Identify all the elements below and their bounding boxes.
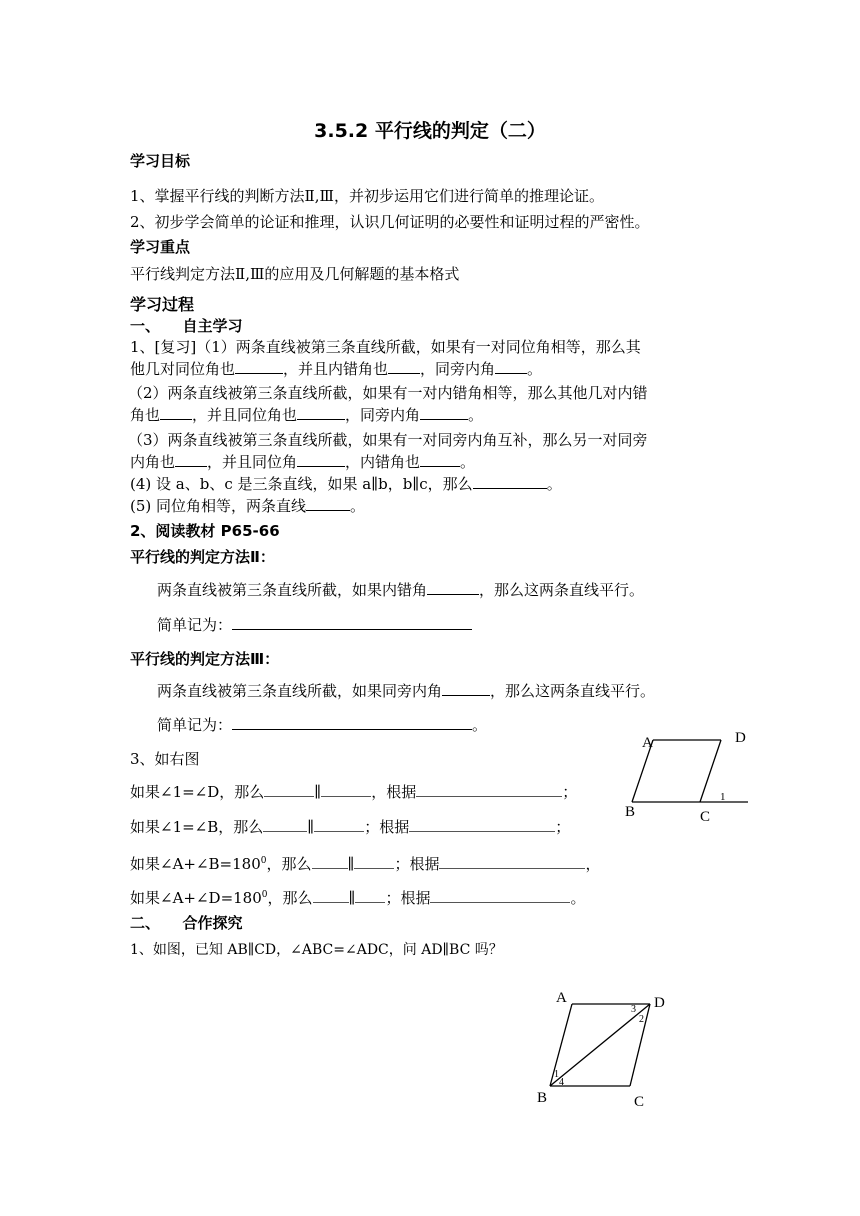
review-text-3: ，同旁内角 — [420, 360, 496, 378]
method2-text: 两条直线被第三条直线所截，如果内错角 — [157, 581, 428, 599]
focus-text: 平行线判定方法Ⅱ,Ⅲ的应用及几何解题的基本格式 — [130, 265, 460, 283]
q4-end: 。 — [546, 475, 562, 493]
figure-label: 3 — [631, 1004, 636, 1015]
answer-blank[interactable] — [442, 681, 490, 696]
figure-label: 1 — [554, 1069, 559, 1080]
part2-heading: 二、 合作探究 — [130, 914, 243, 932]
answer-blank[interactable] — [232, 615, 472, 630]
review-text-2: ，并且内错角也 — [283, 360, 389, 378]
figure-line-dc — [700, 740, 721, 802]
ex3-heading: 3、如右图 — [130, 750, 200, 768]
ex3-l1-reason: ，根据 — [371, 783, 417, 801]
answer-blank[interactable] — [175, 452, 207, 467]
answer-blank[interactable] — [420, 405, 468, 420]
q2-text-1: 角也 — [130, 406, 161, 424]
figure-parallelogram-1 — [620, 722, 760, 832]
answer-blank[interactable] — [160, 405, 192, 420]
degree-superscript: 0 — [261, 890, 268, 900]
figure-label: D — [735, 730, 746, 746]
figure-label: A — [556, 990, 567, 1006]
review-text-1: 他几对同位角也 — [130, 360, 236, 378]
answer-blank[interactable] — [388, 359, 420, 374]
q2-line-a: （2）两条直线被第三条直线所截，如果有一对内错角相等，那么其他几对内错 — [128, 384, 648, 402]
method3-heading: 平行线的判定方法Ⅲ： — [130, 650, 280, 668]
goal-2: 2、初步学会简单的论证和推理，认识几何证明的必要性和证明过程的严密性。 — [130, 213, 650, 231]
parallel-symbol: ∥ — [348, 889, 356, 907]
answer-blank[interactable] — [263, 817, 307, 832]
answer-blank[interactable] — [420, 452, 460, 467]
ex3-l3-then: ，那么 — [266, 855, 312, 873]
method3-end: ，那么这两条直线平行。 — [490, 682, 656, 700]
ex3-l4-then: ，那么 — [267, 889, 313, 907]
q2-text-3: ，同旁内角 — [345, 406, 421, 424]
method2-line — [157, 580, 644, 600]
ex3-l3-reason: ；根据 — [394, 855, 440, 873]
method2-heading: 平行线的判定方法Ⅱ： — [130, 548, 275, 566]
read-heading: 2、阅读教材 P65-66 — [130, 522, 280, 540]
figure-parallelogram-2 — [530, 982, 680, 1114]
ex3-l2-reason: ；根据 — [364, 818, 410, 836]
q3-line-b — [130, 452, 475, 472]
answer-blank[interactable] — [313, 888, 349, 903]
goal-1: 1、掌握平行线的判断方法Ⅱ,Ⅲ，并初步运用它们进行简单的推理论证。 — [130, 187, 604, 205]
q3-text-4: 。 — [460, 453, 476, 471]
degree-superscript: 0 — [260, 856, 267, 866]
goals-heading: 学习目标 — [130, 152, 191, 170]
answer-blank[interactable] — [321, 782, 371, 797]
answer-blank[interactable] — [439, 854, 585, 869]
ex3-l4-text: 如果∠A+∠D=180 — [130, 889, 262, 907]
ex3-line-2 — [130, 817, 570, 837]
ex3-l3-end: ， — [585, 855, 601, 873]
answer-blank[interactable] — [354, 854, 394, 869]
method2-end: ，那么这两条直线平行。 — [479, 581, 645, 599]
ex3-l4-reason: ；根据 — [385, 889, 431, 907]
answer-blank[interactable] — [314, 817, 364, 832]
process-heading: 学习过程 — [130, 295, 195, 314]
answer-blank[interactable] — [264, 782, 314, 797]
review-line-b — [130, 359, 542, 379]
method3-record-label: 简单记为： — [157, 716, 233, 734]
answer-blank[interactable] — [430, 888, 570, 903]
ex3-l2-end: ； — [555, 818, 571, 836]
ex3-line-3 — [130, 851, 600, 874]
q3-text-1: 内角也 — [130, 453, 176, 471]
answer-blank[interactable] — [232, 715, 472, 730]
answer-blank[interactable] — [312, 854, 348, 869]
method2-record-label: 简单记为： — [157, 616, 233, 634]
coop-question-1: 1、如图，已知 AB∥CD，∠ABC=∠ADC，问 AD∥BC 吗？ — [130, 942, 503, 958]
q5-text: (5) 同位角相等，两条直线 — [130, 497, 307, 515]
answer-blank[interactable] — [495, 359, 527, 374]
figure-label: B — [537, 1090, 548, 1106]
q3-text-3: ，内错角也 — [345, 453, 421, 471]
answer-blank[interactable] — [427, 580, 479, 595]
q3-text-2: ，并且同位角 — [207, 453, 298, 471]
q4-line — [130, 474, 562, 494]
review-line-a: 1、[复习]（1）两条直线被第三条直线所截，如果有一对同位角相等，那么其 — [130, 338, 641, 356]
parallel-symbol: ∥ — [347, 855, 355, 873]
method3-record-end: 。 — [472, 716, 488, 734]
ex3-line-1 — [130, 782, 577, 802]
ex3-line-4 — [130, 885, 585, 908]
q3-line-a: （3）两条直线被第三条直线所截，如果有一对同旁内角互补，那么另一对同旁 — [128, 431, 648, 449]
ex3-l1-end: ； — [562, 783, 578, 801]
part1-heading: 一、 自主学习 — [130, 317, 243, 335]
parallel-symbol: ∥ — [314, 783, 322, 801]
ex3-l4-end: 。 — [570, 889, 586, 907]
answer-blank[interactable] — [409, 817, 555, 832]
method3-line — [157, 681, 655, 701]
figure-label: 4 — [559, 1077, 564, 1088]
figure-label: D — [654, 995, 665, 1011]
figure-label: 1 — [720, 791, 726, 803]
figure-label: C — [634, 1094, 645, 1110]
method3-record-line — [157, 715, 487, 735]
ex3-l2-text: 如果∠1=∠B，那么 — [130, 818, 264, 836]
method2-record-line — [157, 615, 472, 635]
figure-label: 2 — [639, 1014, 644, 1025]
review-text-4: 。 — [527, 360, 543, 378]
figure-label: C — [700, 809, 711, 825]
q2-line-b — [130, 405, 483, 425]
page-title: 3.5.2 平行线的判定（二） — [314, 120, 546, 142]
method3-text: 两条直线被第三条直线所截，如果同旁内角 — [157, 682, 443, 700]
figure-diagonal-bd — [550, 1004, 650, 1086]
answer-blank[interactable] — [297, 452, 345, 467]
parallel-symbol: ∥ — [307, 818, 315, 836]
focus-heading: 学习重点 — [130, 238, 191, 256]
figure-label: A — [642, 735, 653, 751]
q2-text-2: ，并且同位角也 — [192, 406, 298, 424]
answer-blank[interactable] — [355, 888, 385, 903]
answer-blank[interactable] — [416, 782, 562, 797]
ex3-l3-text: 如果∠A+∠B=180 — [130, 855, 261, 873]
q2-text-4: 。 — [468, 406, 484, 424]
ex3-l1-text: 如果∠1=∠D，那么 — [130, 783, 265, 801]
figure-label: B — [625, 804, 636, 820]
answer-blank[interactable] — [235, 359, 283, 374]
q5-end: 。 — [350, 497, 366, 515]
q4-text: (4) 设 a、b、c 是三条直线，如果 a∥b，b∥c，那么 — [130, 475, 473, 493]
answer-blank[interactable] — [473, 474, 547, 489]
q5-line — [130, 496, 365, 516]
answer-blank[interactable] — [306, 496, 350, 511]
answer-blank[interactable] — [297, 405, 345, 420]
